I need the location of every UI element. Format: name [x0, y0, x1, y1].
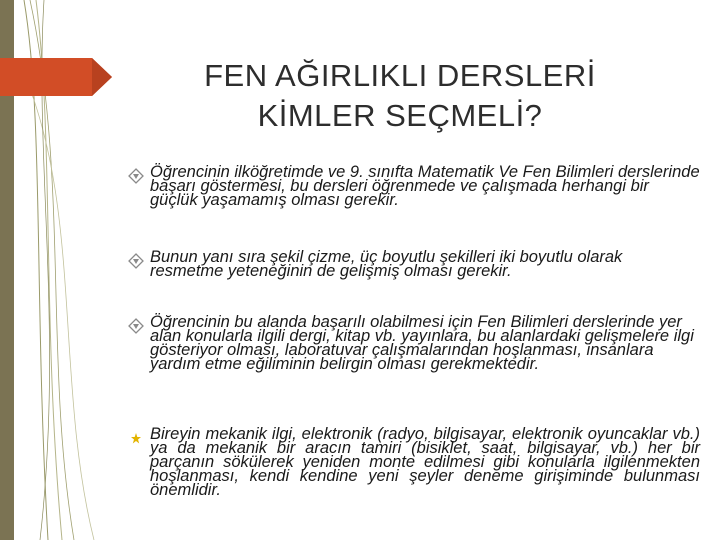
- title-line-2: KİMLER SEÇMELİ?: [257, 98, 543, 133]
- title-accent-tab: [0, 58, 112, 96]
- bullet-text-4: Bireyin mekanik ilgi, elektronik (radyo, bilgisayar, elektronik oyuncaklar vb.) ya da mekanik bir aracın tamiri (bisiklet, saat, bilgisayar, vb.) her bir parçanın sökülerek yeniden monte edilmesi gibi konularla ilgilenmekten hoşlanması, kendi kendine yeni şeyler deneme girişiminde bulunması önemlidir.: [150, 425, 700, 499]
- slide-title: [150, 56, 650, 136]
- title-line-1: FEN AĞIRLIKLI DERSLERİ: [204, 58, 596, 93]
- diamond-arrow-icon: [128, 168, 144, 184]
- bullet-text-2: Bunun yanı sıra şekil çizme, üç boyutlu şekilleri iki boyutlu olarak resmetme yeteneğinin de gelişmiş olması gerekir.: [150, 248, 623, 280]
- star-icon: [128, 430, 144, 446]
- diamond-arrow-icon: [128, 253, 144, 269]
- bullet-text-1: Öğrencinin ilköğretimde ve 9. sınıfta Matematik Ve Fen Bilimleri derslerinde başarı göstermesi, bu dersleri öğrenmede ve çalışmada herhangi bir güçlük yaşamamış olması gerekir.: [150, 163, 700, 209]
- diamond-arrow-icon: [128, 318, 144, 334]
- bullet-text-3: Öğrencinin bu alanda başarılı olabilmesi için Fen Bilimleri derslerinde yer alan konularla ilgili dergi, kitap vb. yayınlara, bu alanlardaki gelişmelere ilgi gösteriyor olması, laboratuvar çalışmalarından hoşlanması, insanlara yardım etme eğiliminin belirgin olması gerekmektedir.: [150, 313, 694, 373]
